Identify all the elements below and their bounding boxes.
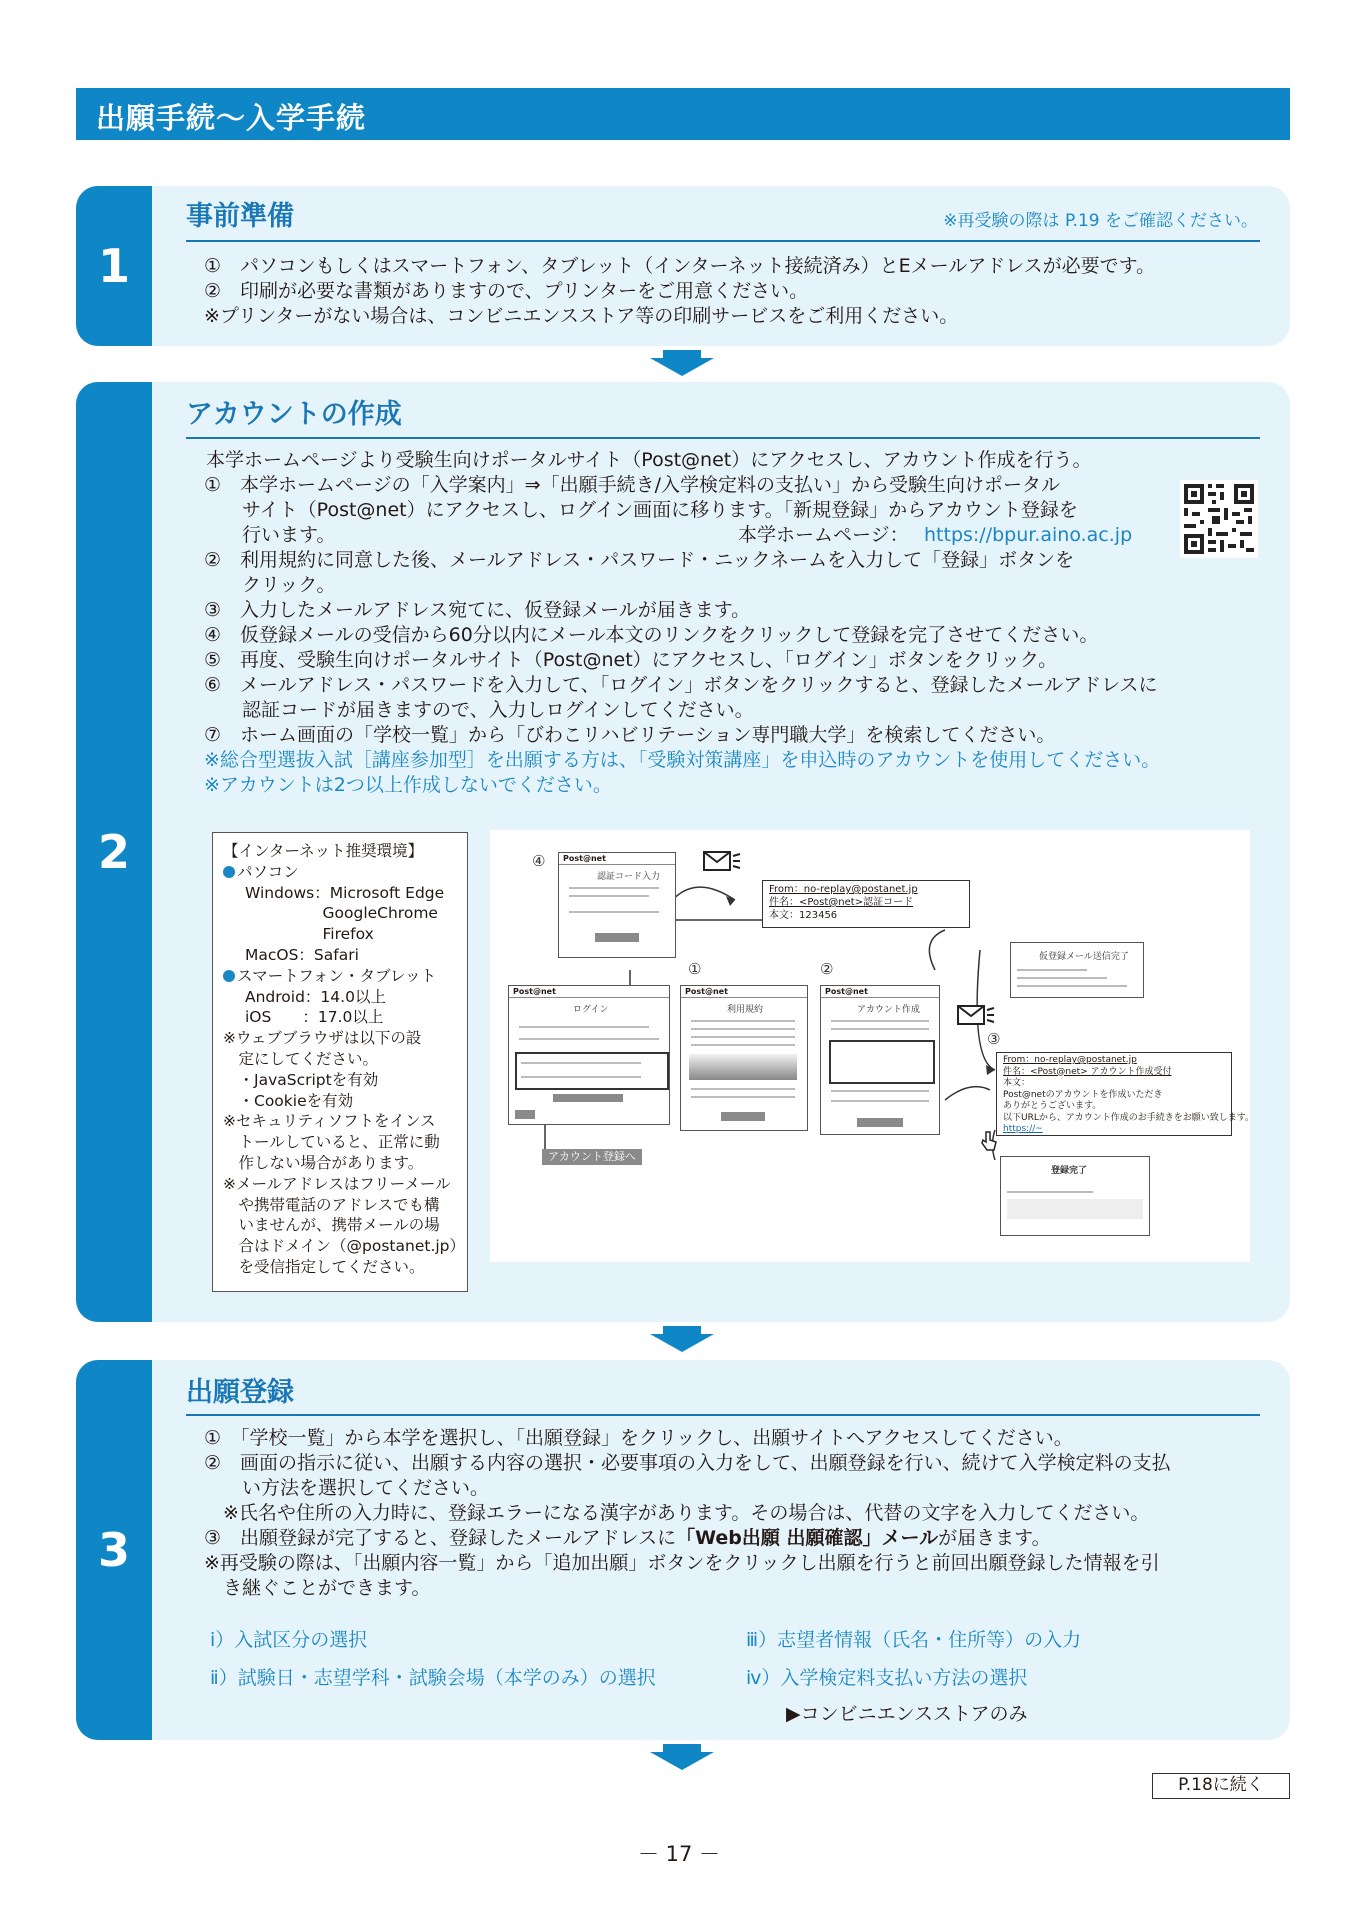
step-mark: ③	[987, 1030, 1001, 1048]
step2-title: アカウントの作成	[186, 399, 402, 430]
mail-envelope-icon	[702, 848, 742, 874]
confirm-mail-name: 「Web出願 出願確認」メール	[676, 1527, 939, 1549]
mail-body: 本文：	[1003, 1078, 1031, 1088]
env-pc-heading: パソコン	[223, 862, 457, 883]
flow-arrow	[650, 1334, 714, 1352]
step1-note: ※再受験の際は P.19 をご確認ください。	[943, 211, 1258, 231]
step3-title: 出願登録	[186, 1377, 294, 1408]
login-screen	[508, 985, 670, 1125]
step-mark: ④	[532, 852, 546, 870]
env-note: を受信指定してください。	[223, 1257, 425, 1276]
account-creation-screen	[820, 985, 940, 1135]
env-pc-line: Windows：Microsoft Edge	[245, 883, 445, 902]
account-accept-mail	[996, 1052, 1255, 1136]
step3-line: い方法を選択してください。	[204, 1477, 490, 1499]
mail-from: From：no-replay@postanet.jp	[1003, 1055, 1137, 1065]
auth-code-mail	[762, 880, 970, 928]
step3-item: ⅳ）入学検定料支払い方法の選択	[746, 1667, 1028, 1689]
step2-number: 2	[76, 382, 152, 1322]
step2-line: ⑦ ホーム画面の「学校一覧」から「びわこリハビリテーション専門職大学」を検索してください。	[204, 724, 1056, 746]
step3-line: ※氏名や住所の入力時に、登録エラーになる漢字があります。その場合は、代替の文字を入力してください。	[204, 1502, 1150, 1524]
step1-line: ① パソコンもしくはスマートフォン、タブレット（インターネット接続済み）とEメールアドレスが必要です。	[204, 255, 1156, 277]
qr-code-icon	[1180, 480, 1258, 558]
step3-note: き継ぐことができます。	[204, 1577, 431, 1599]
env-mobile-line: iOS ：17.0以上	[245, 1008, 384, 1027]
step3-item: ⅱ）試験日・志望学科・試験会場（本学のみ）の選択	[210, 1667, 656, 1689]
mail-from: From：no-replay@postanet.jp	[769, 884, 918, 895]
env-note: いませんが、携帯メールの場	[223, 1216, 440, 1235]
step-mark: ②	[820, 960, 834, 978]
step2-blue-note: ※総合型選抜入試［講座参加型］を出願する方は、「受験対策講座」を申込時のアカウントを使用してください。	[204, 749, 1161, 771]
recommended-environment-box	[212, 832, 468, 1292]
step3-line: ② 画面の指示に従い、出願する内容の選択・必要事項の入力をして、出願登録を行い、続けて入学検定料の支払	[204, 1452, 1171, 1474]
page-header-title: 出願手続～入学手続	[96, 101, 367, 135]
env-mobile-line: Android：14.0以上	[245, 987, 386, 1006]
step3-number: 3	[76, 1360, 152, 1740]
auth-code-title: 認証コード入力	[597, 872, 661, 882]
env-note: ※メールアドレスはフリーメール	[223, 1174, 451, 1193]
step3-line: ① 「学校一覧」から本学を選択し、「出願登録」をクリックし、出願サイトへアクセスしてください。	[204, 1427, 1073, 1449]
registration-complete-screen	[1000, 1156, 1150, 1236]
temp-title: 仮登録メール送信完了	[1039, 952, 1129, 962]
flow-arrow	[650, 1752, 714, 1770]
done-title: 登録完了	[1051, 1166, 1088, 1176]
env-mobile-heading: スマートフォン・タブレット	[223, 966, 457, 987]
mail-body: ありがとうございます。	[1003, 1101, 1102, 1111]
step1-section	[76, 186, 1290, 346]
flow-arrow	[650, 358, 714, 376]
continue-label: P.18に続く	[1152, 1773, 1290, 1799]
page-number: － 17 －	[637, 1842, 721, 1866]
env-note: 作しない場合があります。	[223, 1153, 424, 1172]
step1-line: ※プリンターがない場合は、コンビニエンスストア等の印刷サービスをご利用ください。	[204, 305, 959, 327]
mail-body: 以下URLから、アカウント作成のお手続きをお願い致します。	[1003, 1112, 1255, 1123]
step3-convenience-note: ▶コンビニエンスストアのみ	[786, 1703, 1028, 1725]
mail-subject: 件名：<Post@net> アカウント作成受付	[1003, 1066, 1172, 1077]
terms-title: 利用規約	[727, 1005, 764, 1015]
step2-line: ⑥ メールアドレス・パスワードを入力して、「ログイン」ボタンをクリックすると、登録したメールアドレスに	[204, 674, 1158, 696]
env-note: ・Cookieを有効	[223, 1091, 354, 1110]
step2-line: 行います。	[204, 524, 336, 546]
screen-logo: Post@net	[681, 986, 807, 998]
env-note: ※ウェブブラウザは以下の設	[223, 1029, 422, 1048]
step2-rule	[186, 437, 1260, 439]
step2-line: 本学ホームページより受験生向けポータルサイト（Post@net）にアクセスし、アカウント作成を行う。	[206, 449, 1092, 471]
account-register-button: アカウント登録へ	[542, 1149, 642, 1165]
step3-item: ⅰ）入試区分の選択	[210, 1629, 368, 1651]
mail-link: https://~	[1003, 1124, 1043, 1134]
screen-logo: Post@net	[821, 986, 939, 998]
step3-section	[76, 1360, 1290, 1740]
step2-line: ② 利用規約に同意した後、メールアドレス・パスワード・ニックネームを入力して「登録」ボタンを	[204, 549, 1075, 571]
step2-blue-note: ※アカウントは2つ以上作成しないでください。	[204, 774, 612, 796]
step1-title: 事前準備	[186, 201, 294, 232]
bullet-dot-icon	[223, 970, 235, 982]
env-pc-line: Firefox	[245, 925, 374, 944]
mail-body: 本文：123456	[769, 910, 838, 921]
account-flow-illustration	[490, 830, 1255, 1262]
step1-line: ② 印刷が必要な書類がありますので、プリンターをご用意ください。	[204, 280, 809, 302]
screen-logo: Post@net	[509, 986, 669, 998]
screen-logo: Post@net	[559, 853, 675, 865]
step2-line: 認証コードが届きますので、入力しログインしてください。	[204, 699, 754, 721]
step2-line: ① 本学ホームページの「入学案内」⇒「出願手続き/入学検定料の支払い」から受験生向けポータル	[204, 474, 1060, 496]
env-note: ※セキュリティソフトをインス	[223, 1112, 436, 1131]
mail-subject: 件名：<Post@net>認証コード	[769, 897, 914, 908]
terms-screen	[680, 985, 808, 1131]
step2-line: ⑤ 再度、受験生向けポータルサイト（Post@net）にアクセスし、「ログイン」ボタンをクリック。	[204, 649, 1058, 671]
env-note: トールしていると、正常に動	[223, 1133, 440, 1152]
mail-body: Post@netのアカウントを作成いただき	[1003, 1089, 1163, 1100]
step3-rule	[186, 1414, 1260, 1416]
env-note: 定にしてください。	[223, 1049, 379, 1068]
step3-line-3: ③ 出願登録が完了すると、登録したメールアドレスに「Web出願 出願確認」メールが届きます。	[204, 1527, 1051, 1549]
step2-line: ③ 入力したメールアドレス宛てに、仮登録メールが届きます。	[204, 599, 751, 621]
step2-line: ④ 仮登録メールの受信から60分以内にメール本文のリンクをクリックして登録を完了させてください。	[204, 624, 1099, 646]
auth-code-screen	[558, 852, 676, 958]
temp-registration-screen	[1010, 942, 1144, 998]
login-title: ログイン	[573, 1005, 609, 1015]
env-title: 【インターネット推奨環境】	[223, 842, 424, 860]
step1-number: 1	[76, 186, 152, 346]
bullet-dot-icon	[223, 866, 235, 878]
step1-rule	[186, 240, 1260, 242]
hp-label: 本学ホームページ：	[738, 524, 909, 546]
hand-cursor-icon	[980, 1130, 998, 1152]
env-pc-line: MacOS：Safari	[245, 945, 359, 964]
page-header	[76, 88, 1290, 140]
hp-url-link[interactable]: https://bpur.aino.ac.jp	[924, 524, 1133, 546]
mail-envelope-icon	[956, 1002, 996, 1028]
account-title: アカウント作成	[857, 1005, 920, 1015]
step3-note: ※再受験の際は、「出願内容一覧」から「追加出願」ボタンをクリックし出願を行うと前回出願登録した情報を引	[204, 1552, 1160, 1574]
step-mark: ①	[688, 960, 702, 978]
step3-item: ⅲ）志望者情報（氏名・住所等）の入力	[746, 1629, 1082, 1651]
env-note: ・JavaScriptを有効	[223, 1070, 379, 1089]
env-note: 合はドメイン（@postanet.jp）	[223, 1237, 466, 1256]
env-note: や携帯電話のアドレスでも構	[223, 1195, 440, 1214]
step2-line: サイト（Post@net）にアクセスし、ログイン画面に移ります。「新規登録」からアカウント登録を	[204, 499, 1078, 521]
env-pc-line: GoogleChrome	[245, 904, 438, 923]
step2-line: クリック。	[204, 574, 336, 596]
